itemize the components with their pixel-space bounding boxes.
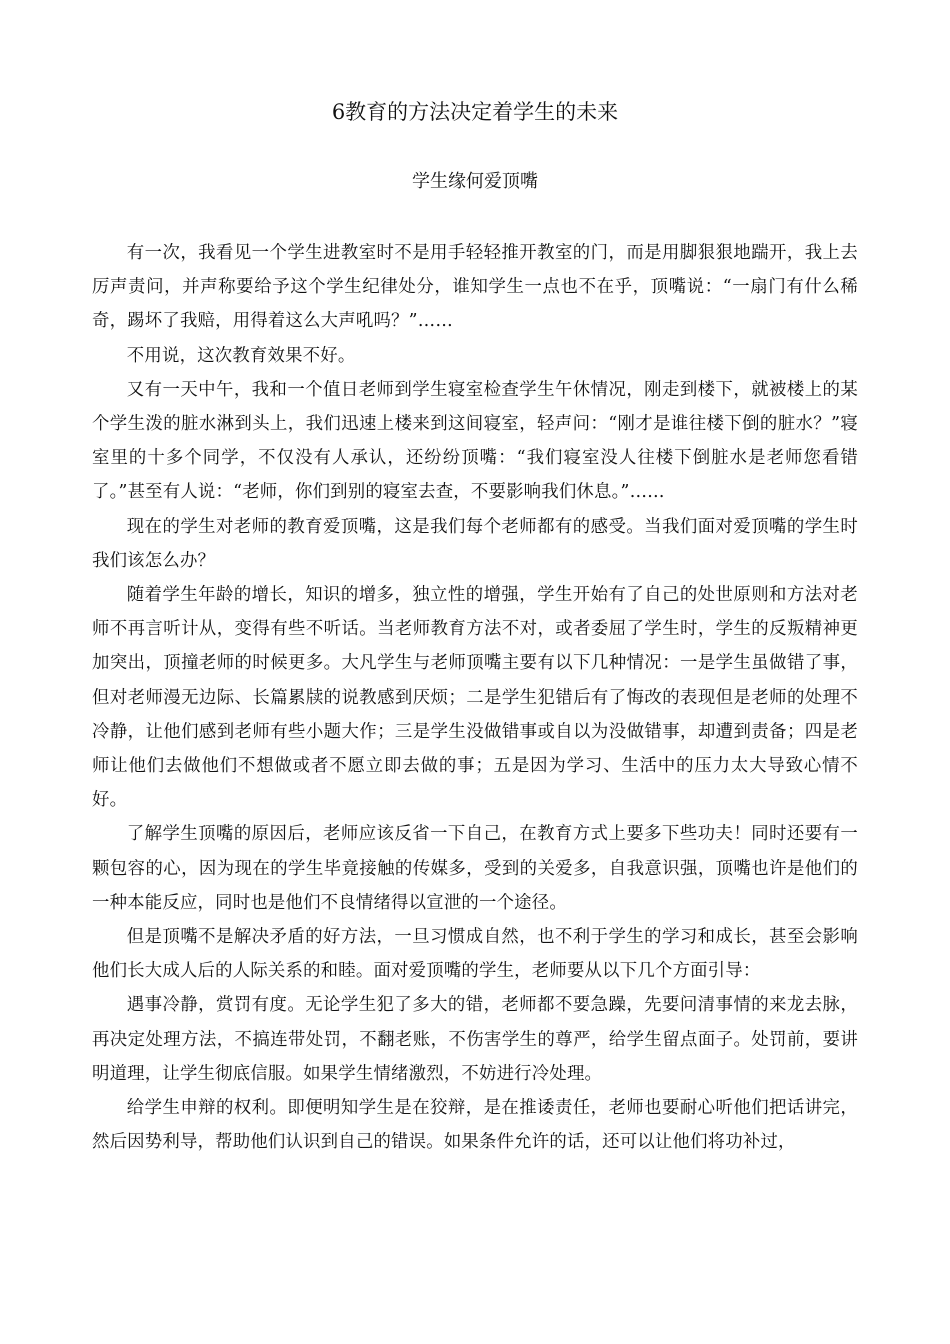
paragraph-3: 又有一天中午，我和一个值日老师到学生寝室检查学生午休情况，刚走到楼下，就被楼上的某个学生泼的脏水淋到头上，我们迅速上楼来到这间寝室，轻声问：“刚才是谁往楼下倒的脏水？”寝室里的十多个同学，不仅没有人承认，还纷纷顶嘴：“我们寝室没人往楼下倒脏水是老师您看错了。”甚至有人说：“老师，你们到别的寝室去查，不要影响我们休息。”…… [92,379,858,503]
paragraph-7: 但是顶嘴不是解决矛盾的好方法，一旦习惯成自然，也不利于学生的学习和成长，甚至会影响他们长大成人后的人际关系的和睦。面对爱顶嘴的学生，老师要从以下几个方面引导： [92,927,858,982]
paragraph-9: 给学生申辩的权利。即便明知学生是在狡辩，是在推诿责任，老师也要耐心听他们把话讲完，然后因势利导，帮助他们认识到自己的错误。如果条件允许的话，还可以让他们将功补过， [92,1098,858,1153]
paragraph-8: 遇事冷静，赏罚有度。无论学生犯了多大的错，老师都不要急躁，先要问清事情的来龙去脉，再决定处理方法，不搞连带处罚，不翻老账，不伤害学生的尊严，给学生留点面子。处罚前，要讲明道理，让学生彻底信服。如果学生情绪激烈，不妨进行冷处理。 [92,995,858,1084]
document-subtitle: 学生缘何爱顶嘴 [412,171,538,192]
paragraph-6: 了解学生顶嘴的原因后，老师应该反省一下自己，在教育方式上要多下些功夫！同时还要有一颗包容的心，因为现在的学生毕竟接触的传媒多，受到的关爱多，自我意识强，顶嘴也许是他们的一种本能反应，同时也是他们不良情绪得以宣泄的一个途径。 [92,824,858,913]
document-title: 6教育的方法决定着学生的未来 [331,100,619,124]
paragraph-2: 不用说，这次教育效果不好。 [126,345,356,366]
paragraph-1: 有一次，我看见一个学生进教室时不是用手轻轻推开教室的门，而是用脚狠狠地踹开，我上去厉声责问，并声称要给予这个学生纪律处分，谁知学生一点也不在乎，顶嘴说：“一扇门有什么稀奇，踢坏了我赔，用得着这么大声吼吗？”…… [92,243,858,332]
document-body [92,236,858,1159]
paragraph-5: 随着学生年龄的增长，知识的增多，独立性的增强，学生开始有了自己的处世原则和方法对老师不再言听计从，变得有些不听话。当老师教育方法不对，或者委屈了学生时，学生的反叛精神更加突出，顶撞老师的时候更多。大凡学生与老师顶嘴主要有以下几种情况：一是学生虽做错了事，但对老师漫无边际、长篇累牍的说教感到厌烦；二是学生犯错后有了悔改的表现但是老师的处理不冷静，让他们感到老师有些小题大作；三是学生没做错事或自以为没做错事，却遭到责备；四是老师让他们去做他们不想做或者不愿立即去做的事；五是因为学习、生活中的压力太大导致心情不好。 [92,585,858,811]
paragraph-4: 现在的学生对老师的教育爱顶嘴，这是我们每个老师都有的感受。当我们面对爱顶嘴的学生时我们该怎么办？ [92,516,858,571]
